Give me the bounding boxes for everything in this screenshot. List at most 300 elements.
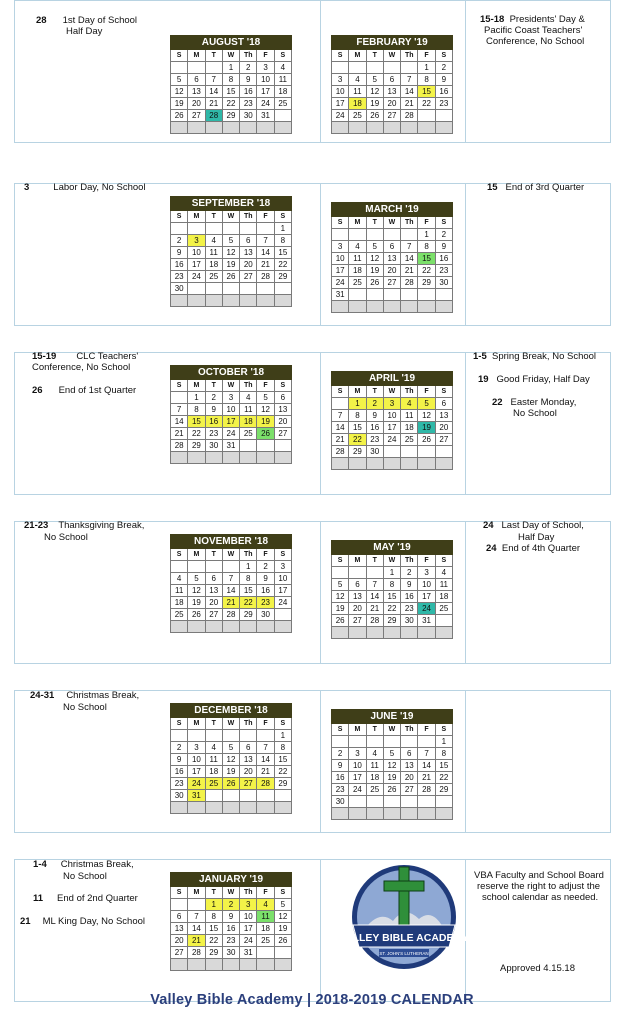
day-cell: 25 <box>401 434 418 446</box>
day-cell <box>205 62 222 74</box>
day-cell: 27 <box>383 110 400 122</box>
day-cell: 22 <box>418 265 435 277</box>
day-cell: 1 <box>349 398 366 410</box>
day-cell: 5 <box>257 392 274 404</box>
day-cell: 22 <box>435 772 452 784</box>
day-cell: 14 <box>222 585 239 597</box>
event-aug-28 <box>36 15 137 26</box>
board-note-line2 <box>477 881 600 892</box>
day-cell: 12 <box>418 410 435 422</box>
day-cell: 13 <box>205 585 222 597</box>
day-cell: 12 <box>222 754 239 766</box>
day-cell: 21 <box>366 603 383 615</box>
day-cell <box>171 899 188 911</box>
weekday-label: T <box>205 50 222 62</box>
day-cell: 21 <box>222 597 239 609</box>
day-cell: 29 <box>274 271 291 283</box>
week-row <box>332 62 453 74</box>
day-cell: 26 <box>222 778 239 790</box>
blank-cell <box>188 621 205 633</box>
day-cell: 10 <box>188 754 205 766</box>
day-cell: 14 <box>205 86 222 98</box>
weekday-label: F <box>418 50 435 62</box>
day-cell: 26 <box>274 935 291 947</box>
blank-cell <box>332 301 349 313</box>
weekday-label: W <box>383 386 400 398</box>
blank-cell <box>401 458 418 470</box>
day-cell: 2 <box>401 567 418 579</box>
blank-row <box>171 621 292 633</box>
day-cell: 19 <box>332 603 349 615</box>
day-cell: 11 <box>435 579 452 591</box>
day-cell <box>383 736 400 748</box>
week-row <box>332 567 453 579</box>
day-cell: 16 <box>435 253 452 265</box>
day-cell: 18 <box>401 422 418 434</box>
blank-row <box>171 802 292 814</box>
day-cell <box>205 561 222 573</box>
day-cell: 11 <box>274 74 291 86</box>
event-text: No School <box>63 871 107 882</box>
month-title: JANUARY '19 <box>171 873 292 887</box>
day-cell: 28 <box>188 947 205 959</box>
blank-cell <box>171 621 188 633</box>
day-cell: 29 <box>349 446 366 458</box>
weekday-label: W <box>222 380 239 392</box>
day-cell: 1 <box>418 62 435 74</box>
day-cell: 8 <box>274 742 291 754</box>
month-title-row <box>171 704 292 718</box>
event-text: Half Day <box>518 532 555 543</box>
day-cell: 8 <box>349 410 366 422</box>
blank-cell <box>257 295 274 307</box>
day-cell: 27 <box>401 784 418 796</box>
blank-cell <box>383 301 400 313</box>
event-date: 19 <box>478 374 489 385</box>
calendar-march <box>331 202 453 313</box>
day-cell: 15 <box>418 253 435 265</box>
day-cell: 13 <box>240 754 257 766</box>
day-cell <box>418 110 435 122</box>
blank-cell <box>332 808 349 820</box>
blank-cell <box>332 458 349 470</box>
day-cell: 17 <box>274 585 291 597</box>
day-cell: 1 <box>383 567 400 579</box>
day-cell: 8 <box>435 748 452 760</box>
day-cell: 6 <box>171 911 188 923</box>
day-cell: 2 <box>435 229 452 241</box>
day-cell: 31 <box>418 615 435 627</box>
day-cell: 3 <box>332 241 349 253</box>
day-cell: 27 <box>349 615 366 627</box>
day-cell: 5 <box>383 748 400 760</box>
day-cell <box>257 730 274 742</box>
weekday-header-row <box>171 887 292 899</box>
day-cell <box>401 289 418 301</box>
day-cell: 9 <box>435 74 452 86</box>
blank-cell <box>222 621 239 633</box>
day-cell: 17 <box>332 98 349 110</box>
day-cell <box>383 796 400 808</box>
day-cell: 7 <box>188 911 205 923</box>
event-date: 21 <box>20 916 31 927</box>
day-cell: 18 <box>240 416 257 428</box>
weekday-label: M <box>188 718 205 730</box>
blank-cell <box>401 627 418 639</box>
day-cell: 28 <box>257 271 274 283</box>
week-row <box>332 760 453 772</box>
day-cell: 1 <box>435 736 452 748</box>
day-cell: 2 <box>435 62 452 74</box>
day-cell: 5 <box>332 579 349 591</box>
day-cell: 10 <box>188 247 205 259</box>
week-row <box>171 110 292 122</box>
day-cell: 7 <box>401 241 418 253</box>
day-cell <box>366 289 383 301</box>
blank-cell <box>171 959 188 971</box>
day-cell: 15 <box>240 585 257 597</box>
note-text: reserve the right to adjust the <box>477 881 601 892</box>
week-row <box>332 748 453 760</box>
day-cell: 6 <box>383 241 400 253</box>
day-cell <box>349 567 366 579</box>
weekday-label: S <box>171 50 188 62</box>
weekday-label: S <box>274 887 291 899</box>
event-date: 26 <box>32 385 43 396</box>
day-cell: 28 <box>366 615 383 627</box>
day-cell: 11 <box>171 585 188 597</box>
event-date: 15 <box>487 182 498 193</box>
day-cell: 18 <box>205 259 222 271</box>
calendar-february <box>331 35 453 134</box>
event-text: End of 1st Quarter <box>58 385 137 396</box>
blank-cell <box>188 802 205 814</box>
week-row <box>171 98 292 110</box>
day-cell: 10 <box>222 404 239 416</box>
calendar-may <box>331 540 453 639</box>
approved-text: Approved 4.15.18 <box>500 963 576 974</box>
day-cell <box>188 283 205 295</box>
day-cell: 13 <box>383 253 400 265</box>
event-jan-21 <box>20 916 145 927</box>
day-cell <box>188 730 205 742</box>
event-text: Last Day of School, <box>501 520 584 531</box>
day-cell: 6 <box>240 235 257 247</box>
day-cell: 17 <box>383 422 400 434</box>
weekday-header-row <box>171 50 292 62</box>
cross-bar-icon <box>384 881 424 891</box>
day-cell <box>332 398 349 410</box>
day-cell: 18 <box>349 98 366 110</box>
weekday-label: T <box>366 555 383 567</box>
day-cell: 2 <box>222 899 239 911</box>
approved-date <box>500 963 575 974</box>
blank-row <box>171 452 292 464</box>
day-cell <box>383 289 400 301</box>
day-cell: 28 <box>222 609 239 621</box>
day-cell <box>205 283 222 295</box>
month-title-row <box>332 36 453 50</box>
event-date: 24-31 <box>30 690 55 701</box>
event-oct-15-19 <box>32 351 138 362</box>
day-cell: 1 <box>274 730 291 742</box>
day-cell: 17 <box>240 923 257 935</box>
week-row <box>332 410 453 422</box>
day-cell: 17 <box>222 416 239 428</box>
day-cell: 14 <box>257 754 274 766</box>
month-title: NOVEMBER '18 <box>171 535 292 549</box>
day-cell <box>274 440 291 452</box>
day-cell: 30 <box>366 446 383 458</box>
month-title-row <box>171 197 292 211</box>
blank-row <box>171 122 292 134</box>
day-cell: 1 <box>418 229 435 241</box>
weekday-label: F <box>257 380 274 392</box>
blank-cell <box>274 959 291 971</box>
day-cell: 23 <box>222 935 239 947</box>
day-cell <box>401 62 418 74</box>
day-cell: 21 <box>257 766 274 778</box>
weekday-label: Th <box>240 50 257 62</box>
day-cell: 16 <box>257 585 274 597</box>
day-cell: 4 <box>205 235 222 247</box>
blank-cell <box>435 122 452 134</box>
week-row <box>171 742 292 754</box>
day-cell: 10 <box>332 253 349 265</box>
day-cell: 6 <box>383 74 400 86</box>
event-aug-28-line2 <box>66 26 102 37</box>
blank-cell <box>222 452 239 464</box>
weekday-header-row <box>171 718 292 730</box>
day-cell: 21 <box>257 259 274 271</box>
day-cell: 12 <box>257 404 274 416</box>
day-cell: 6 <box>274 392 291 404</box>
day-cell <box>222 283 239 295</box>
day-cell: 28 <box>205 110 222 122</box>
event-text: 1st Day of School <box>62 15 138 26</box>
weekday-label: T <box>366 724 383 736</box>
weekday-label: S <box>332 217 349 229</box>
weekday-label: M <box>188 50 205 62</box>
day-cell: 23 <box>332 784 349 796</box>
day-cell: 20 <box>188 98 205 110</box>
day-cell: 14 <box>401 86 418 98</box>
day-cell: 19 <box>188 597 205 609</box>
week-row <box>332 98 453 110</box>
weekday-label: W <box>222 549 239 561</box>
week-row <box>171 561 292 573</box>
day-cell: 8 <box>205 911 222 923</box>
day-cell: 17 <box>188 766 205 778</box>
weekday-label: Th <box>401 555 418 567</box>
week-row <box>171 911 292 923</box>
blank-cell <box>257 122 274 134</box>
day-cell: 25 <box>435 603 452 615</box>
day-cell <box>274 790 291 802</box>
day-cell: 21 <box>401 98 418 110</box>
day-cell: 8 <box>383 579 400 591</box>
blank-cell <box>418 301 435 313</box>
day-cell <box>257 790 274 802</box>
event-jan-1-4 <box>33 859 134 870</box>
weekday-label: S <box>171 887 188 899</box>
week-row <box>171 283 292 295</box>
day-cell: 16 <box>205 416 222 428</box>
event-date: 15-19 <box>32 351 57 362</box>
blank-cell <box>222 802 239 814</box>
day-cell: 23 <box>240 98 257 110</box>
day-cell: 7 <box>257 235 274 247</box>
day-cell: 3 <box>418 567 435 579</box>
weekday-label: T <box>205 380 222 392</box>
day-cell: 15 <box>383 591 400 603</box>
day-cell: 19 <box>222 259 239 271</box>
event-jan-11 <box>33 893 138 904</box>
weekday-label: S <box>171 718 188 730</box>
day-cell: 10 <box>383 410 400 422</box>
week-row <box>332 603 453 615</box>
day-cell <box>366 796 383 808</box>
day-cell: 4 <box>401 398 418 410</box>
day-cell <box>332 567 349 579</box>
event-text: End of 2nd Quarter <box>57 893 138 904</box>
blank-cell <box>349 808 366 820</box>
blank-cell <box>332 627 349 639</box>
event-mar-15 <box>487 182 584 193</box>
event-text: Christmas Break, <box>66 690 140 701</box>
day-cell: 29 <box>274 778 291 790</box>
weekday-label: Th <box>401 386 418 398</box>
day-cell: 24 <box>418 603 435 615</box>
day-cell: 9 <box>366 410 383 422</box>
day-cell: 12 <box>332 591 349 603</box>
day-cell: 14 <box>257 247 274 259</box>
day-cell <box>171 62 188 74</box>
weekday-label: S <box>274 211 291 223</box>
day-cell: 7 <box>257 742 274 754</box>
day-cell: 18 <box>349 265 366 277</box>
day-cell: 19 <box>383 772 400 784</box>
day-cell: 26 <box>332 615 349 627</box>
day-cell: 16 <box>401 591 418 603</box>
month-title: AUGUST '18 <box>171 36 292 50</box>
day-cell: 22 <box>240 597 257 609</box>
day-cell <box>349 289 366 301</box>
day-cell <box>171 730 188 742</box>
week-row <box>332 253 453 265</box>
day-cell <box>222 561 239 573</box>
day-cell: 18 <box>366 772 383 784</box>
event-apr-19 <box>478 374 590 385</box>
day-cell <box>332 229 349 241</box>
week-row <box>332 289 453 301</box>
day-cell: 12 <box>188 585 205 597</box>
day-cell: 7 <box>171 404 188 416</box>
day-cell: 8 <box>418 241 435 253</box>
day-cell <box>435 615 452 627</box>
day-cell: 21 <box>205 98 222 110</box>
day-cell: 29 <box>222 110 239 122</box>
blank-cell <box>240 802 257 814</box>
day-cell <box>383 229 400 241</box>
blank-cell <box>274 122 291 134</box>
weekday-label: M <box>188 549 205 561</box>
week-row <box>332 110 453 122</box>
day-cell: 10 <box>418 579 435 591</box>
week-row <box>332 265 453 277</box>
week-row <box>171 223 292 235</box>
blank-cell <box>366 458 383 470</box>
day-cell <box>435 446 452 458</box>
day-cell: 15 <box>418 86 435 98</box>
day-cell: 24 <box>349 784 366 796</box>
day-cell <box>435 796 452 808</box>
blank-cell <box>349 122 366 134</box>
blank-cell <box>171 295 188 307</box>
event-feb-line2 <box>484 25 582 36</box>
event-feb-15-18 <box>480 14 585 25</box>
day-cell: 13 <box>240 247 257 259</box>
weekday-label: M <box>188 211 205 223</box>
week-row <box>171 899 292 911</box>
blank-row <box>332 458 453 470</box>
month-title-row <box>171 535 292 549</box>
day-cell: 22 <box>188 428 205 440</box>
day-cell: 7 <box>332 410 349 422</box>
day-cell: 25 <box>349 277 366 289</box>
day-cell: 7 <box>418 748 435 760</box>
week-row <box>171 440 292 452</box>
day-cell: 1 <box>188 392 205 404</box>
weekday-label: W <box>383 217 400 229</box>
day-cell: 23 <box>171 778 188 790</box>
day-cell: 19 <box>274 923 291 935</box>
day-cell: 11 <box>205 247 222 259</box>
weekday-label: T <box>205 549 222 561</box>
day-cell: 22 <box>274 766 291 778</box>
school-logo <box>338 861 470 971</box>
day-cell: 12 <box>171 86 188 98</box>
day-cell: 4 <box>366 748 383 760</box>
day-cell: 24 <box>188 778 205 790</box>
day-cell: 14 <box>401 253 418 265</box>
day-cell: 5 <box>274 899 291 911</box>
day-cell: 9 <box>222 911 239 923</box>
month-title-row <box>332 203 453 217</box>
day-cell: 1 <box>240 561 257 573</box>
week-row <box>171 428 292 440</box>
week-row <box>171 392 292 404</box>
day-cell <box>332 62 349 74</box>
blank-row <box>332 301 453 313</box>
blank-cell <box>240 295 257 307</box>
weekday-header-row <box>171 380 292 392</box>
week-row <box>171 766 292 778</box>
weekday-label: M <box>349 555 366 567</box>
blank-cell <box>188 122 205 134</box>
day-cell: 24 <box>332 277 349 289</box>
day-cell: 16 <box>171 766 188 778</box>
day-cell: 26 <box>383 784 400 796</box>
weekday-label: T <box>366 386 383 398</box>
week-row <box>332 277 453 289</box>
blank-cell <box>171 802 188 814</box>
day-cell: 22 <box>418 98 435 110</box>
day-cell: 23 <box>257 597 274 609</box>
day-cell: 16 <box>240 86 257 98</box>
day-cell: 3 <box>349 748 366 760</box>
calendar-june <box>331 709 453 820</box>
